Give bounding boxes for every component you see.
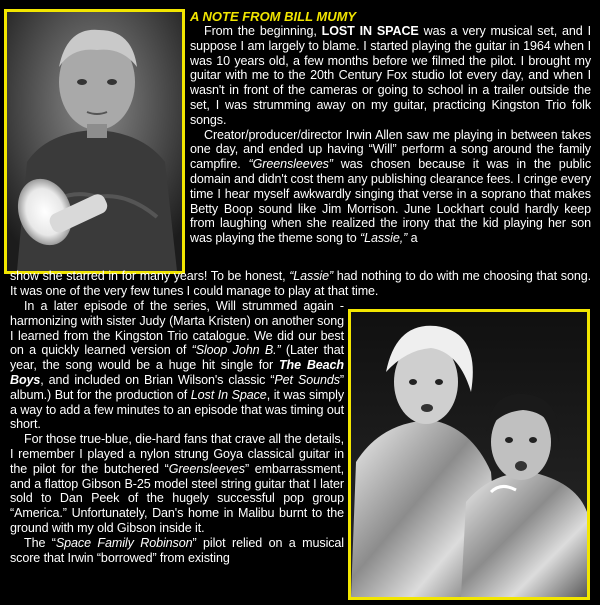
p3-beach-boys: The Beach Boys: [10, 358, 344, 387]
paragraph-1: [190, 24, 591, 128]
paragraph-3: [10, 299, 344, 432]
p3-text-e: , and included on Brian Wilson's classic “: [40, 372, 275, 387]
text-column-bottom-left: [10, 299, 344, 565]
p3-lost-in-space: Lost In Space: [190, 387, 267, 402]
p3-text-c: (Later that year, the song would be a huge hit single for: [10, 343, 344, 373]
p2c-text-a: show she starred in for many years! To be honest,: [10, 269, 290, 283]
p3-text-a: In a later episode of the series, Will strummed again - harmonizing with sister Judy (Marta Kristen) on another song I learned from the Kingston Trio catalogue. We did our best on a quickly learned version of: [10, 299, 344, 358]
p4-text-c: ” embarrassment, and a flattop Gibson B-25 model steel string guitar that I later sold to Dan Peek of the hugely successful pop group “America.” Unfortunately, Dan's home in Malibu burnt to the ground with my old Gibson inside it.: [10, 461, 344, 535]
p2c-text-c: had nothing to do with me choosing that song. It was one of the very few tunes I could manage to play at that time.: [10, 269, 591, 298]
text-column-top-right: [190, 9, 591, 246]
paragraph-5: [10, 536, 344, 566]
p3-text-i: , it was simply a way to add a few minutes to an episode that was timing out short.: [10, 387, 345, 432]
p2-text-e: a: [407, 231, 418, 246]
p2-song-lassie: “Lassie,”: [359, 231, 408, 246]
two-girls-in-silver-suits-photo: [348, 309, 590, 600]
paragraph-2-continued: [10, 269, 591, 299]
p1-text-c: was a very musical set, and I suppose I am largely to blame. I started playing the guitar in 1964 when I was 10 years old, a few months before we filmed the pilot. I brought my guitar with me to the 20th Century Fox studio lot every day, and when I wasn't in front of the cameras or going to school in a trailer outside the set, I was strumming away on my guitar, practicing Kingston Trio folk songs.: [190, 24, 591, 127]
p4-text-a: For those true-blue, die-hard fans that crave all the details, I remember I played a nylon strung Goya classical guitar in the pilot for the butchered “: [10, 432, 344, 476]
p2-text-a: Creator/producer/director Irwin Allen saw me playing in between takes one day, and ended up having “Will” perform a song around the family campfire.: [190, 127, 591, 172]
p2-song-greensleeves: “Greensleeves”: [248, 157, 333, 172]
p5-space-family-robinson: Space Family Robinson: [55, 535, 193, 550]
p3-pet-sounds: Pet Sounds: [274, 372, 340, 387]
boy-holding-light-photo: [4, 9, 185, 274]
p5-text-c: ” pilot relied on a musical score that Irwin “borrowed” from existing: [10, 535, 344, 565]
p1-title-bold: LOST IN SPACE: [321, 24, 419, 38]
p3-sloop-john-b: “Sloop John B.”: [191, 343, 281, 358]
p5-text-a: The “: [24, 535, 56, 550]
p3-text-g: ” album.) But for the production of: [10, 372, 344, 402]
article-heading: A NOTE FROM BILL MUMY: [190, 9, 357, 24]
p1-text-a: From the beginning,: [204, 24, 322, 38]
paragraph-4: [10, 432, 344, 536]
text-full-width: [10, 269, 591, 299]
p2-text-c: was chosen because it was in the public domain and didn't cost them any publishing clearance fees. I cringe every time I hear myself awkwardly singing that verse in a soprano that makes Betty Boop sound like Jim Morrison. June Lockhart could hardly keep from laughing when she realized the irony that the kid playing her son was playing the theme song to: [190, 157, 591, 246]
p2c-lassie: “Lassie”: [289, 269, 334, 283]
p4-greensleeves: Greensleeves: [168, 461, 245, 476]
paragraph-2: [190, 128, 591, 246]
